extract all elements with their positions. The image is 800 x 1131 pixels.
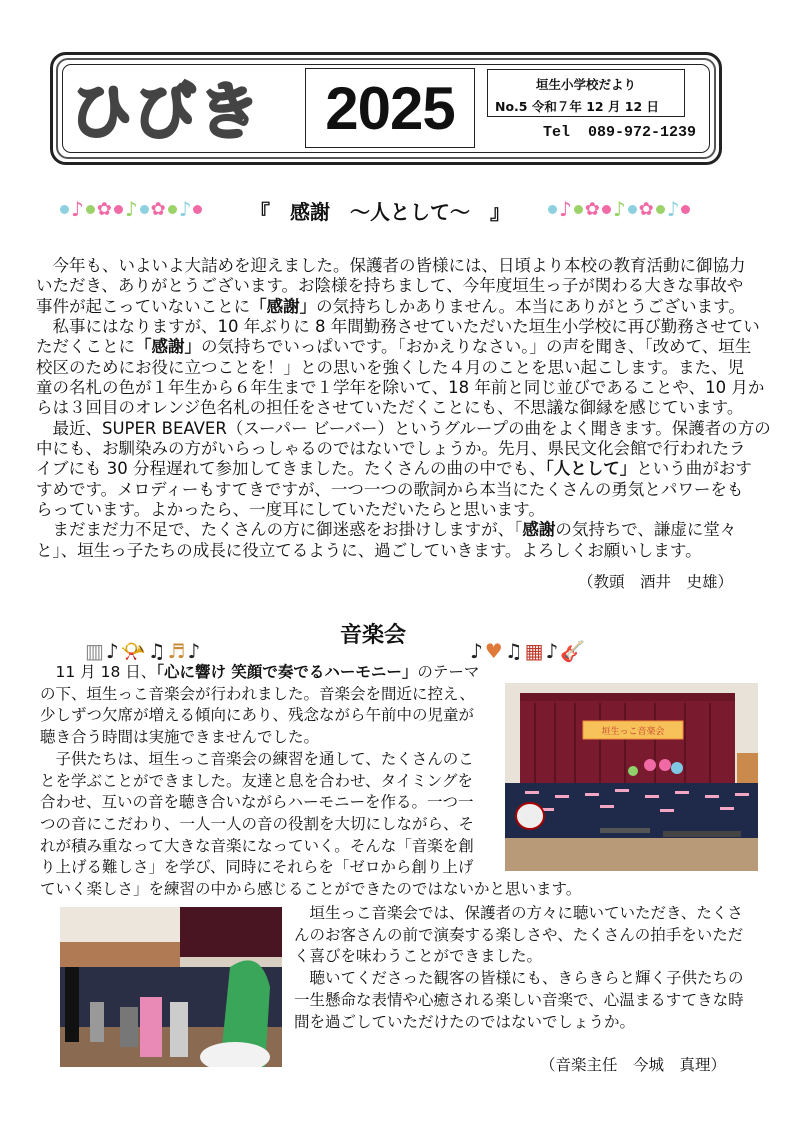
year-box (305, 68, 475, 148)
music-note-icon: ♪ (178, 197, 192, 221)
music-note-icon: ♪ (71, 197, 84, 221)
lyre-icon: ♬ (167, 639, 186, 663)
dot-icon (60, 205, 69, 214)
text-line (36, 520, 776, 540)
article-signature: （教頭 酒井 史雄） (578, 573, 734, 591)
text-line (36, 398, 776, 418)
text-line (40, 814, 500, 836)
text-line (36, 500, 776, 520)
text-segment: という曲がおす (636, 459, 752, 479)
text-segment: ただくことに (36, 337, 135, 357)
emphasis-text: 「人として」 (545, 459, 637, 479)
dot-icon (548, 205, 557, 214)
dot-icon (114, 205, 123, 214)
dot-icon (168, 205, 177, 214)
text-segment: く喜びを味わうことができました。 (294, 947, 543, 966)
text-line (36, 378, 776, 398)
music-flower-decoration-left (60, 194, 202, 224)
text-segment: ていく楽しさ」を練習の中から感じることができたのではないかと思います。 (40, 880, 582, 899)
music-note-icon: ♫ (147, 639, 166, 663)
issue-date: No.5 令和７年 12 月 12 日 (495, 99, 660, 114)
music-note-icon: ♪ (559, 197, 572, 221)
text-segment: 校区のためにお役に立つことを！」との思いを強くした４月のことを思い起こします。また、児 (36, 357, 745, 377)
flower-icon: ✿ (584, 198, 600, 220)
article-title: 『 感謝 ～人として～ 』 (250, 200, 510, 224)
text-line (36, 419, 776, 439)
text-segment: と」、垣生っ子たちの成長に役立てるように、過ごしていきます。よろしくお願いします。 (36, 540, 702, 560)
text-segment: 垣生っこ音楽会では、保護者の方々に聴いていただき、たくさ (294, 904, 743, 922)
text-segment: の気持ちで、謙虚に堂々 (555, 520, 737, 540)
text-segment: らっています。よかったら、一度耳にしていただいたらと思います。 (36, 500, 545, 520)
text-line (36, 439, 776, 459)
text-segment: すめです。メロディーもすてきですが、一つ一つの歌詞から本当にたくさんの勇気とパワーをも (36, 479, 744, 499)
text-line (36, 337, 776, 357)
flower-icon: ✿ (96, 198, 112, 220)
text-segment: の気持ちしかありません。本当にありがとうございます。 (316, 296, 745, 316)
text-line (40, 836, 500, 858)
phone-number: Tel 089-972-1239 (543, 124, 697, 141)
text-line (36, 541, 776, 561)
text-segment: 少しずつ欠席が増える傾向にあり、残念ながら午前中の児童が (40, 706, 475, 725)
emphasis-text: 「感謝」 (250, 296, 317, 316)
text-line (294, 925, 774, 947)
dot-icon (193, 205, 202, 214)
text-line (40, 771, 500, 793)
text-segment: り上げる難しさ」を学び、同時にそれらを「ゼロから創り上げ (40, 858, 474, 877)
text-segment: 間を過ごしていただけたのではないでしょうか。 (294, 1012, 636, 1031)
text-segment: イブにも 30 分程遅れて参加してきました。たくさんの曲の中でも、 (36, 459, 546, 479)
text-line (36, 358, 776, 378)
flower-icon: ✿ (150, 198, 166, 220)
text-line (40, 684, 500, 706)
text-segment: まだまだ力不足で、たくさんの方に御迷惑をお掛けしますが、「 (36, 520, 523, 540)
text-line (40, 749, 500, 771)
text-line (36, 317, 776, 337)
emphasis-text: 感謝 (522, 520, 556, 540)
text-line (40, 792, 500, 814)
drum-icon: ▦ (524, 639, 544, 663)
text-line (36, 480, 776, 500)
text-segment: 事件が起こっていないことに (36, 296, 251, 316)
text-segment: つの音にこだわり、一人一人の音の役割を大切にしながら、そ (40, 814, 475, 833)
guitar-icon: 🎸 (560, 639, 586, 663)
section-title: 音楽会 (340, 623, 407, 648)
text-line (36, 256, 776, 276)
text-segment: 中にも、お馴染みの方がいらっしゃるのではないでしょうか。先月、県民文化会館で行われたラ (36, 439, 746, 459)
music-note-icon: ♫ (504, 639, 523, 663)
music-note-icon: ♪ (124, 197, 138, 221)
music-flower-decoration-right (548, 194, 690, 224)
text-segment: 11 月 18 日、 (40, 663, 157, 681)
text-segment: 私事にはなりますが、10 年ぶりに 8 年間勤務させていただいた垣生小学校に再び勤務させてい (36, 317, 760, 337)
text-segment: の気持ちでいっぱいです。「おかえりなさい。」の声を聞き、「改めて、垣生 (201, 337, 752, 357)
dot-icon (602, 205, 611, 214)
text-line (294, 1012, 774, 1034)
accordion-icon: ▥ (85, 639, 104, 663)
emphasis-text: 「感謝」 (135, 337, 201, 357)
dot-icon (628, 205, 637, 214)
text-segment: らは３回目のオレンジ色名札の担任をさせていただくことにも、不思議な御縁を感じています。 (36, 398, 744, 418)
text-segment: 聴いてくださった観客の皆様にも、きらきらと輝く子供たちの (294, 969, 744, 988)
concert-performance-photo (60, 907, 282, 1067)
music-note-icon: ♪ (187, 639, 201, 663)
text-segment: 一生懸命な表情や心癒される楽しい音楽で、心温まるすてきな時 (294, 990, 744, 1009)
text-segment: んのお客さんの前で演奏する楽しさや、たくさんの拍手をいただ (294, 925, 744, 944)
stage-banner: 垣生っこ音楽会 (601, 727, 665, 737)
music-note-icon: ♪ (666, 197, 680, 221)
text-segment: 最近、SUPER BEAVER（スーパー ビーバー）というグループの曲をよく聞きます。保護者の方の (36, 418, 771, 438)
text-segment: いただき、ありがとうございます。お陰様を持ちまして、今年度垣生っ子が関わる大きな事故や (36, 276, 744, 296)
text-line (36, 276, 776, 296)
text-line (36, 459, 776, 479)
text-line (40, 727, 500, 749)
text-segment: 子供たちは、垣生っこ音楽会の練習を通して、たくさんのこ (40, 749, 474, 768)
text-line (40, 705, 500, 727)
text-line (294, 990, 774, 1012)
dot-icon (574, 205, 583, 214)
text-line (294, 946, 774, 968)
concert-body-right (294, 903, 774, 1033)
newsletter-logo: ひびき (70, 75, 263, 148)
text-segment: 童の名札の色が１年生から６年生まで１学年を除いて、18 年前と同じ並びであることや、10 月か (36, 378, 765, 398)
heart-icon: ♥ (484, 639, 503, 663)
music-note-icon: ♪ (612, 197, 626, 221)
text-line (294, 968, 774, 990)
dot-icon (140, 205, 149, 214)
text-segment: の下、垣生っこ音楽会が行われました。音楽会を間近に控え、 (40, 684, 475, 703)
concert-signature: （音楽主任 今城 真理） (540, 1056, 727, 1074)
issue-info-box (487, 69, 685, 117)
music-note-icon: ♪ (105, 639, 119, 663)
horn-icon: 📯 (120, 639, 146, 663)
text-line (294, 903, 774, 925)
text-line (36, 297, 776, 317)
music-note-icon: ♪ (470, 639, 483, 663)
emphasis-text: 「心に響け 笑顔で奏でるハーモニー」 (156, 663, 418, 681)
text-segment: 聴き合う時間は実施できませんでした。 (40, 728, 320, 747)
dot-icon (656, 205, 665, 214)
text-line (40, 662, 500, 684)
text-line (40, 857, 500, 879)
school-name: 垣生小学校だより (535, 77, 636, 92)
text-segment: 今年も、いよいよ大詰めを迎えました。保護者の皆様には、日頃より本校の教育活動に御協力 (36, 256, 746, 275)
music-note-icon: ♪ (545, 639, 559, 663)
dot-icon (681, 205, 690, 214)
flower-icon: ✿ (638, 198, 654, 220)
year: 2025 (325, 74, 455, 142)
text-segment: とを学ぶことができました。友達と息を合わせ、タイミングを (40, 771, 473, 790)
text-segment: のテーマ (417, 663, 480, 681)
concert-stage-photo (505, 683, 758, 871)
text-segment: 合わせ、互いの音を聴き合いながらハーモニーを作る。一つ一 (40, 793, 474, 812)
concert-body-left (40, 662, 582, 901)
text-line (40, 879, 640, 901)
text-segment: れが積み重なって大きな音楽になっていく。そんな「音楽を創 (40, 836, 474, 855)
article-body (36, 256, 776, 561)
dot-icon (86, 205, 95, 214)
